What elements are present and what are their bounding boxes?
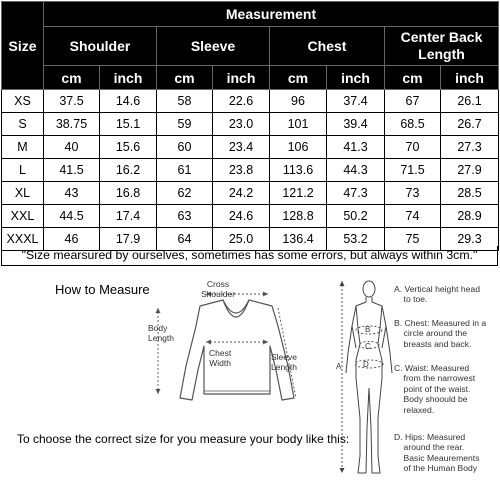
size-label: XXL	[2, 205, 44, 228]
unit-header: inch	[100, 66, 157, 90]
table-cell: 61	[157, 159, 213, 182]
body-letter-a: A	[336, 362, 342, 371]
table-cell: 136.4	[270, 228, 327, 251]
table-row	[2, 159, 499, 182]
table-cell: 60	[157, 136, 213, 159]
unit-header: inch	[213, 66, 270, 90]
unit-header: cm	[44, 66, 100, 90]
table-cell: 22.6	[213, 90, 270, 113]
body-letter-d: D	[363, 360, 369, 369]
table-cell: 46	[44, 228, 100, 251]
table-cell: 23.0	[213, 113, 270, 136]
table-cell: 28.9	[441, 205, 499, 228]
desc-height: A. Vertical height head to toe.	[394, 284, 480, 305]
table-cell: 41.3	[327, 136, 385, 159]
table-cell: 44.5	[44, 205, 100, 228]
body-letter-c: C	[365, 342, 371, 351]
table-cell: 23.4	[213, 136, 270, 159]
table-cell: 25.0	[213, 228, 270, 251]
table-cell: 96	[270, 90, 327, 113]
table-cell: 24.2	[213, 182, 270, 205]
table-cell: 41.5	[44, 159, 100, 182]
group-header-chest: Chest	[270, 27, 385, 66]
table-cell: 75	[385, 228, 441, 251]
table-cell: 23.8	[213, 159, 270, 182]
chest-width-label: Chest Width	[209, 348, 232, 368]
table-cell: 37.5	[44, 90, 100, 113]
table-cell: 59	[157, 113, 213, 136]
table-cell: 39.4	[327, 113, 385, 136]
size-header: Size	[2, 2, 44, 90]
table-cell: 16.8	[100, 182, 157, 205]
how-to-measure-title: How to Measure	[55, 282, 150, 297]
table-cell: 101	[270, 113, 327, 136]
table-cell: 71.5	[385, 159, 441, 182]
table-cell: 17.9	[100, 228, 157, 251]
table-cell: 15.6	[100, 136, 157, 159]
table-cell: 28.5	[441, 182, 499, 205]
table-cell: 62	[157, 182, 213, 205]
table-cell: 44.3	[327, 159, 385, 182]
table-cell: 50.2	[327, 205, 385, 228]
table-cell: 74	[385, 205, 441, 228]
table-row	[2, 182, 499, 205]
table-cell: 106	[270, 136, 327, 159]
size-note: "Size mearsured by ourselves, sometimes has some errors, but always within 3cm."	[1, 246, 498, 266]
table-cell: 53.2	[327, 228, 385, 251]
unit-header: inch	[327, 66, 385, 90]
table-cell: 37.4	[327, 90, 385, 113]
sleeve-length-label: Sleeve Length	[271, 352, 297, 372]
size-label: XS	[2, 90, 44, 113]
size-label: M	[2, 136, 44, 159]
table-cell: 68.5	[385, 113, 441, 136]
size-rows	[2, 90, 499, 251]
table-cell: 27.3	[441, 136, 499, 159]
body-length-label: Body Length	[148, 323, 174, 343]
table-cell: 47.3	[327, 182, 385, 205]
table-cell: 67	[385, 90, 441, 113]
table-cell: 26.7	[441, 113, 499, 136]
table-cell: 73	[385, 182, 441, 205]
unit-header: cm	[270, 66, 327, 90]
table-cell: 29.3	[441, 228, 499, 251]
table-cell: 16.2	[100, 159, 157, 182]
group-header-shoulder: Shoulder	[44, 27, 157, 66]
group-header-center-back-length: Center Back Length	[385, 27, 499, 66]
unit-header: cm	[157, 66, 213, 90]
table-row	[2, 205, 499, 228]
cross-shoulder-label: Cross Shoulder	[201, 279, 236, 299]
table-row	[2, 136, 499, 159]
desc-hips: D. Hips: Measured around the rear. Basic Meaurements of the Human Body	[394, 432, 480, 474]
body-figure-diagram	[334, 278, 394, 480]
table-cell: 43	[44, 182, 100, 205]
desc-chest: B. Chest: Measured in a circle around the breasts and back.	[394, 318, 487, 349]
table-cell: 40	[44, 136, 100, 159]
table-cell: 27.9	[441, 159, 499, 182]
unit-header: cm	[385, 66, 441, 90]
table-row	[2, 90, 499, 113]
table-cell: 14.6	[100, 90, 157, 113]
desc-waist: C. Waist: Measured from the narrowest point of the waist. Body shoould be relaxed.	[394, 363, 476, 415]
unit-header: inch	[441, 66, 499, 90]
table-row	[2, 113, 499, 136]
table-cell: 24.6	[213, 205, 270, 228]
table-cell: 121.2	[270, 182, 327, 205]
table-cell: 38.75	[44, 113, 100, 136]
table-cell: 63	[157, 205, 213, 228]
table-cell: 58	[157, 90, 213, 113]
size-label: XL	[2, 182, 44, 205]
size-chart-table	[1, 1, 499, 251]
size-label: S	[2, 113, 44, 136]
table-cell: 70	[385, 136, 441, 159]
group-header-sleeve: Sleeve	[157, 27, 270, 66]
size-label: L	[2, 159, 44, 182]
size-label: XXXL	[2, 228, 44, 251]
table-cell: 128.8	[270, 205, 327, 228]
table-cell: 64	[157, 228, 213, 251]
measure-instruction: To choose the correct size for you measure your body like this:	[17, 432, 350, 446]
table-cell: 113.6	[270, 159, 327, 182]
table-cell: 26.1	[441, 90, 499, 113]
table-cell: 15.1	[100, 113, 157, 136]
measurement-header: Measurement	[44, 2, 499, 27]
body-letter-b: B	[365, 325, 371, 334]
table-cell: 17.4	[100, 205, 157, 228]
